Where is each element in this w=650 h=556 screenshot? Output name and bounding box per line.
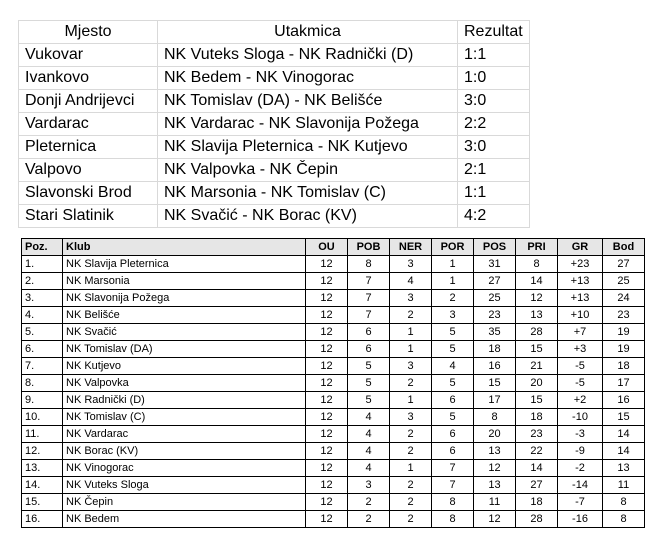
standings-cell-draws: 3: [390, 358, 432, 375]
standings-cell-goals-for: 17: [474, 392, 516, 409]
standings-cell-club: NK Slavonija Požega: [63, 290, 306, 307]
standings-cell-played: 12: [306, 511, 348, 528]
matches-header-match: Utakmica: [158, 21, 458, 44]
standings-cell-wins: 2: [348, 511, 390, 528]
standings-cell-wins: 6: [348, 324, 390, 341]
standings-cell-played: 12: [306, 392, 348, 409]
standings-cell-club: NK Bedem: [63, 511, 306, 528]
standings-cell-wins: 5: [348, 392, 390, 409]
standings-cell-club: NK Vuteks Sloga: [63, 477, 306, 494]
standings-cell-played: 12: [306, 341, 348, 358]
match-fixture: NK Bedem - NK Vinogorac: [158, 67, 458, 90]
match-row: [19, 44, 530, 67]
standings-cell-club: NK Vinogorac: [63, 460, 306, 477]
standings-cell-draws: 3: [390, 290, 432, 307]
standings-cell-goal-difference: +3: [558, 341, 603, 358]
standings-header-played: OU: [306, 239, 348, 256]
standings-header-goals-against: PRI: [516, 239, 558, 256]
match-place: Slavonski Brod: [19, 182, 158, 205]
standings-cell-points: 8: [603, 494, 645, 511]
standings-cell-goals-for: 16: [474, 358, 516, 375]
match-row: [19, 205, 530, 228]
standings-cell-goals-for: 23: [474, 307, 516, 324]
standings-row: [22, 443, 645, 460]
standings-cell-goals-against: 18: [516, 494, 558, 511]
standings-cell-losses: 5: [432, 341, 474, 358]
standings-cell-position: 9.: [22, 392, 63, 409]
match-row: [19, 90, 530, 113]
matches-body: [19, 44, 530, 228]
standings-cell-goals-against: 20: [516, 375, 558, 392]
standings-cell-draws: 2: [390, 494, 432, 511]
standings-cell-goals-for: 15: [474, 375, 516, 392]
standings-cell-goals-against: 15: [516, 392, 558, 409]
standings-cell-club: NK Vardarac: [63, 426, 306, 443]
matches-header-row: [19, 21, 530, 44]
match-place: Ivankovo: [19, 67, 158, 90]
match-fixture: NK Vardarac - NK Slavonija Požega: [158, 113, 458, 136]
standings-cell-goals-against: 28: [516, 324, 558, 341]
standings-cell-points: 19: [603, 324, 645, 341]
standings-cell-goals-against: 18: [516, 409, 558, 426]
match-fixture: NK Slavija Pleternica - NK Kutjevo: [158, 136, 458, 159]
standings-cell-position: 14.: [22, 477, 63, 494]
standings-cell-goal-difference: -7: [558, 494, 603, 511]
matches-header-place: Mjesto: [19, 21, 158, 44]
standings-row: [22, 511, 645, 528]
standings-cell-wins: 4: [348, 460, 390, 477]
standings-cell-draws: 1: [390, 341, 432, 358]
standings-header-goals-for: POS: [474, 239, 516, 256]
standings-cell-points: 19: [603, 341, 645, 358]
standings-cell-played: 12: [306, 477, 348, 494]
standings-cell-position: 7.: [22, 358, 63, 375]
standings-cell-draws: 1: [390, 460, 432, 477]
standings-cell-played: 12: [306, 494, 348, 511]
standings-cell-goals-for: 13: [474, 443, 516, 460]
standings-cell-played: 12: [306, 324, 348, 341]
standings-cell-losses: 6: [432, 426, 474, 443]
standings-cell-goals-against: 14: [516, 460, 558, 477]
matches-table: [18, 20, 530, 228]
standings-cell-losses: 2: [432, 290, 474, 307]
match-result: 1:1: [458, 44, 530, 67]
standings-cell-goal-difference: +2: [558, 392, 603, 409]
standings-cell-goal-difference: -14: [558, 477, 603, 494]
standings-cell-points: 23: [603, 307, 645, 324]
standings-cell-losses: 6: [432, 443, 474, 460]
standings-cell-points: 25: [603, 273, 645, 290]
standings-cell-wins: 6: [348, 341, 390, 358]
matches-header-result: Rezultat: [458, 21, 530, 44]
standings-row: [22, 477, 645, 494]
match-place: Donji Andrijevci: [19, 90, 158, 113]
standings-row: [22, 290, 645, 307]
standings-cell-position: 11.: [22, 426, 63, 443]
standings-cell-goals-against: 8: [516, 256, 558, 273]
standings-header-goal-difference: GR: [558, 239, 603, 256]
standings-cell-goals-against: 23: [516, 426, 558, 443]
standings-cell-played: 12: [306, 375, 348, 392]
standings-cell-losses: 1: [432, 273, 474, 290]
standings-cell-wins: 7: [348, 290, 390, 307]
standings-cell-goal-difference: +10: [558, 307, 603, 324]
standings-row: [22, 273, 645, 290]
match-place: Vardarac: [19, 113, 158, 136]
standings-cell-points: 11: [603, 477, 645, 494]
match-fixture: NK Vuteks Sloga - NK Radnički (D): [158, 44, 458, 67]
standings-cell-points: 18: [603, 358, 645, 375]
standings-header-row: [22, 239, 645, 256]
standings-cell-losses: 1: [432, 256, 474, 273]
standings-cell-points: 14: [603, 443, 645, 460]
standings-table: [21, 238, 645, 528]
match-result: 3:0: [458, 90, 530, 113]
match-row: [19, 159, 530, 182]
standings-cell-goal-difference: +13: [558, 273, 603, 290]
standings-cell-points: 24: [603, 290, 645, 307]
standings-cell-position: 12.: [22, 443, 63, 460]
match-row: [19, 182, 530, 205]
standings-cell-club: NK Valpovka: [63, 375, 306, 392]
standings-cell-draws: 2: [390, 443, 432, 460]
standings-cell-losses: 5: [432, 409, 474, 426]
standings-cell-position: 4.: [22, 307, 63, 324]
standings-cell-points: 27: [603, 256, 645, 273]
standings-cell-goal-difference: -10: [558, 409, 603, 426]
match-row: [19, 136, 530, 159]
standings-row: [22, 358, 645, 375]
match-result: 1:0: [458, 67, 530, 90]
standings-cell-wins: 4: [348, 443, 390, 460]
standings-cell-draws: 4: [390, 273, 432, 290]
standings-cell-draws: 3: [390, 409, 432, 426]
standings-row: [22, 426, 645, 443]
standings-cell-draws: 3: [390, 256, 432, 273]
standings-header-club: Klub: [63, 239, 306, 256]
standings-cell-losses: 5: [432, 375, 474, 392]
standings-row: [22, 409, 645, 426]
standings-cell-position: 8.: [22, 375, 63, 392]
standings-cell-played: 12: [306, 358, 348, 375]
standings-row: [22, 375, 645, 392]
standings-cell-goals-for: 13: [474, 477, 516, 494]
match-fixture: NK Tomislav (DA) - NK Belišće: [158, 90, 458, 113]
standings-cell-losses: 8: [432, 494, 474, 511]
standings-cell-goal-difference: +23: [558, 256, 603, 273]
standings-cell-club: NK Slavija Pleternica: [63, 256, 306, 273]
standings-cell-wins: 4: [348, 409, 390, 426]
standings-cell-goals-for: 12: [474, 460, 516, 477]
standings-cell-goals-against: 14: [516, 273, 558, 290]
standings-cell-losses: 3: [432, 307, 474, 324]
standings-cell-goal-difference: +7: [558, 324, 603, 341]
standings-cell-club: NK Tomislav (DA): [63, 341, 306, 358]
standings-cell-draws: 2: [390, 511, 432, 528]
standings-cell-played: 12: [306, 426, 348, 443]
standings-cell-goals-for: 8: [474, 409, 516, 426]
standings-cell-position: 3.: [22, 290, 63, 307]
standings-header-position: Poz.: [22, 239, 63, 256]
standings-cell-goal-difference: -3: [558, 426, 603, 443]
standings-cell-losses: 4: [432, 358, 474, 375]
standings-cell-played: 12: [306, 460, 348, 477]
standings-cell-wins: 8: [348, 256, 390, 273]
standings-cell-goals-against: 27: [516, 477, 558, 494]
standings-cell-goals-against: 12: [516, 290, 558, 307]
standings-cell-points: 15: [603, 409, 645, 426]
standings-cell-club: NK Belišće: [63, 307, 306, 324]
standings-row: [22, 341, 645, 358]
standings-cell-goals-for: 12: [474, 511, 516, 528]
match-fixture: NK Marsonia - NK Tomislav (C): [158, 182, 458, 205]
standings-cell-points: 13: [603, 460, 645, 477]
standings-cell-goals-for: 27: [474, 273, 516, 290]
standings-cell-played: 12: [306, 256, 348, 273]
standings-cell-goals-against: 22: [516, 443, 558, 460]
standings-cell-points: 17: [603, 375, 645, 392]
standings-cell-points: 16: [603, 392, 645, 409]
match-row: [19, 113, 530, 136]
standings-cell-played: 12: [306, 273, 348, 290]
standings-cell-wins: 5: [348, 358, 390, 375]
standings-cell-goals-for: 18: [474, 341, 516, 358]
standings-cell-played: 12: [306, 409, 348, 426]
standings-cell-losses: 8: [432, 511, 474, 528]
standings-cell-losses: 5: [432, 324, 474, 341]
match-place: Pleternica: [19, 136, 158, 159]
match-place: Vukovar: [19, 44, 158, 67]
standings-cell-goals-against: 28: [516, 511, 558, 528]
match-result: 3:0: [458, 136, 530, 159]
standings-cell-draws: 2: [390, 426, 432, 443]
standings-cell-goals-for: 20: [474, 426, 516, 443]
match-fixture: NK Svačić - NK Borac (KV): [158, 205, 458, 228]
standings-cell-club: NK Borac (KV): [63, 443, 306, 460]
standings-cell-draws: 2: [390, 477, 432, 494]
standings-cell-points: 14: [603, 426, 645, 443]
standings-cell-position: 2.: [22, 273, 63, 290]
standings-header-losses: POR: [432, 239, 474, 256]
standings-cell-wins: 3: [348, 477, 390, 494]
standings-cell-wins: 7: [348, 273, 390, 290]
standings-cell-losses: 7: [432, 460, 474, 477]
standings-cell-club: NK Čepin: [63, 494, 306, 511]
standings-cell-draws: 2: [390, 307, 432, 324]
standings-cell-position: 16.: [22, 511, 63, 528]
standings-cell-goal-difference: -9: [558, 443, 603, 460]
standings-cell-played: 12: [306, 290, 348, 307]
standings-row: [22, 494, 645, 511]
standings-cell-goal-difference: -5: [558, 375, 603, 392]
standings-cell-club: NK Kutjevo: [63, 358, 306, 375]
standings-cell-goals-for: 25: [474, 290, 516, 307]
match-place: Valpovo: [19, 159, 158, 182]
standings-cell-goals-for: 35: [474, 324, 516, 341]
standings-cell-club: NK Marsonia: [63, 273, 306, 290]
standings-cell-draws: 1: [390, 324, 432, 341]
standings-cell-position: 1.: [22, 256, 63, 273]
standings-cell-played: 12: [306, 307, 348, 324]
standings-cell-goal-difference: -5: [558, 358, 603, 375]
standings-cell-position: 10.: [22, 409, 63, 426]
standings-cell-position: 6.: [22, 341, 63, 358]
standings-cell-points: 8: [603, 511, 645, 528]
standings-cell-wins: 2: [348, 494, 390, 511]
standings-body: [22, 256, 645, 528]
standings-row: [22, 256, 645, 273]
standings-header-draws: NER: [390, 239, 432, 256]
standings-row: [22, 324, 645, 341]
match-result: 2:2: [458, 113, 530, 136]
match-result: 2:1: [458, 159, 530, 182]
standings-cell-wins: 7: [348, 307, 390, 324]
standings-cell-losses: 7: [432, 477, 474, 494]
standings-cell-club: NK Tomislav (C): [63, 409, 306, 426]
match-place: Stari Slatinik: [19, 205, 158, 228]
standings-cell-goal-difference: -2: [558, 460, 603, 477]
standings-cell-position: 5.: [22, 324, 63, 341]
standings-cell-losses: 6: [432, 392, 474, 409]
standings-cell-club: NK Svačić: [63, 324, 306, 341]
standings-header-wins: POB: [348, 239, 390, 256]
standings-cell-position: 15.: [22, 494, 63, 511]
standings-header-points: Bod: [603, 239, 645, 256]
standings-cell-goals-against: 15: [516, 341, 558, 358]
standings-row: [22, 460, 645, 477]
standings-cell-goal-difference: -16: [558, 511, 603, 528]
match-fixture: NK Valpovka - NK Čepin: [158, 159, 458, 182]
standings-cell-club: NK Radnički (D): [63, 392, 306, 409]
standings-cell-wins: 4: [348, 426, 390, 443]
match-result: 4:2: [458, 205, 530, 228]
standings-cell-draws: 2: [390, 375, 432, 392]
standings-cell-goal-difference: +13: [558, 290, 603, 307]
standings-cell-position: 13.: [22, 460, 63, 477]
standings-cell-goals-against: 13: [516, 307, 558, 324]
standings-cell-goals-for: 11: [474, 494, 516, 511]
standings-cell-goals-against: 21: [516, 358, 558, 375]
standings-cell-played: 12: [306, 443, 348, 460]
match-row: [19, 67, 530, 90]
standings-cell-draws: 1: [390, 392, 432, 409]
standings-cell-wins: 5: [348, 375, 390, 392]
standings-row: [22, 392, 645, 409]
standings-cell-goals-for: 31: [474, 256, 516, 273]
match-result: 1:1: [458, 182, 530, 205]
standings-row: [22, 307, 645, 324]
